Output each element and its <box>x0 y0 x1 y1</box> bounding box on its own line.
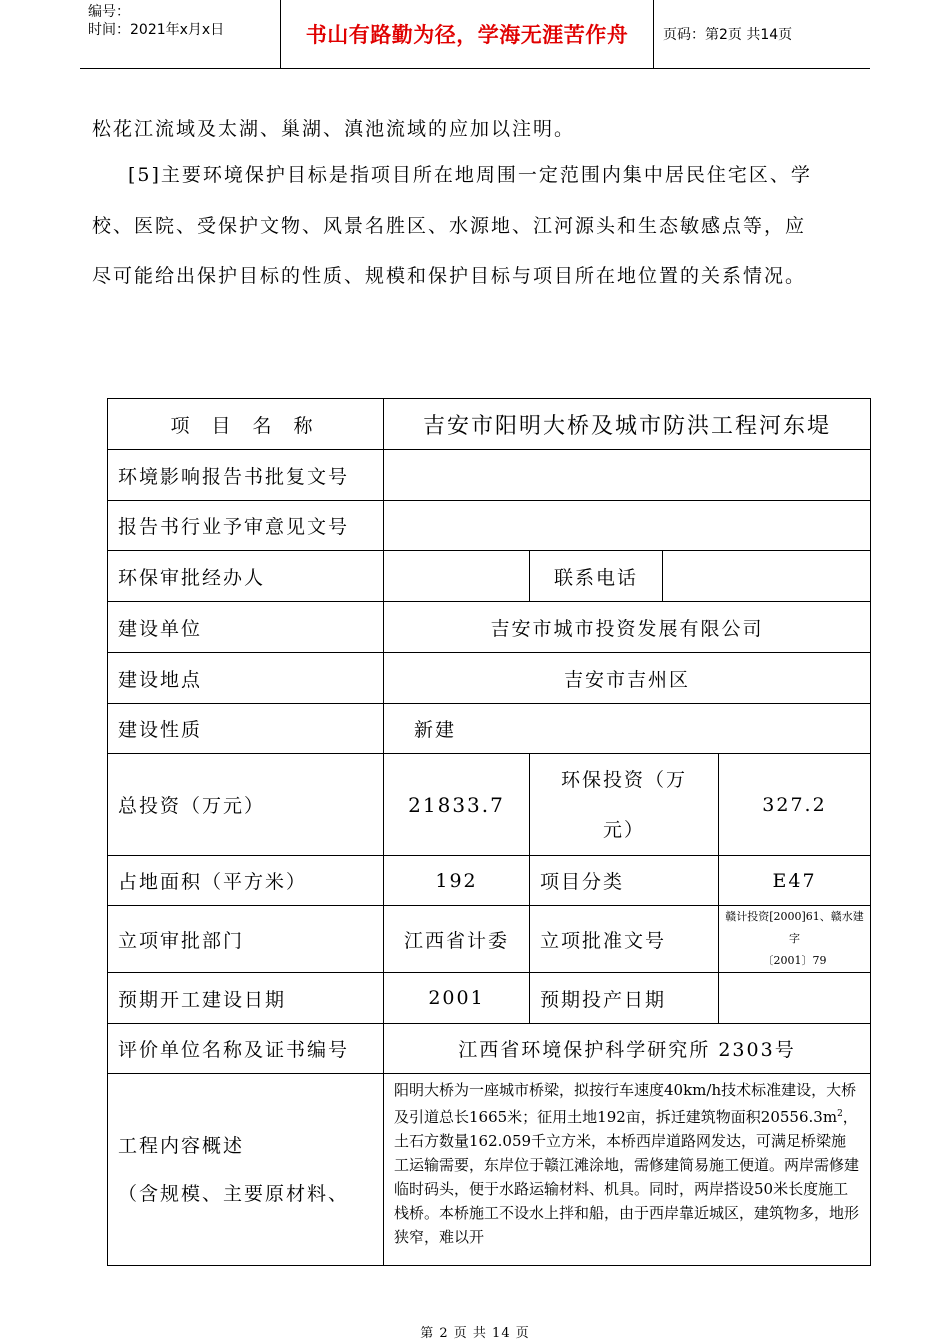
header-motto-cell <box>280 0 654 68</box>
header-meta <box>80 0 280 68</box>
production-date-value <box>719 973 871 1024</box>
header-page-info: 页码：第2页 共14页 <box>663 27 793 43</box>
summary-text-part-2: ，土石方数量162.059千立方米，本桥西岸道路网发达，可满足桥梁施工运输需要，东岸位于赣江滩涂地，需修建简易施工便道。两岸需修建临时码头，便于水路运输材料、机具。同时，两岸搭设50米长度施工栈桥。本桥施工不设水上拌和船，由于西岸靠近城区，建筑物多，地形狭窄，难以开 <box>394 1108 860 1246</box>
header-motto: 书山有路勤为径，学海无涯苦作舟 <box>305 23 629 47</box>
prereview-label: 报告书行业予审意见文号 <box>108 501 384 551</box>
project-name-value: 吉安市阳明大桥及城市防洪工程河东堤 <box>384 399 871 450</box>
builder-value: 吉安市城市投资发展有限公司 <box>384 602 871 653</box>
paragraph-line-4: 尽可能给出保护目标的性质、规模和保护目标与项目所在地位置的关系情况。 <box>92 265 807 287</box>
summary-label-line-2: （含规模、主要原材料、 <box>118 1182 350 1205</box>
handler-label: 环保审批经办人 <box>108 551 384 602</box>
category-label: 项目分类 <box>530 856 719 906</box>
approval-dept-value: 江西省计委 <box>384 906 530 973</box>
table-row-handler <box>108 551 871 602</box>
table-row-evaluator <box>108 1024 871 1074</box>
summary-label <box>108 1074 384 1266</box>
category-value: E47 <box>719 856 871 906</box>
project-info-table <box>107 398 871 1266</box>
approval-no-value-line-1: 赣计投资[2000]61、赣水建字 <box>725 910 864 945</box>
area-value: 192 <box>384 856 530 906</box>
nature-value: 新建 <box>384 704 871 754</box>
summary-text-part-1: 阳明大桥为一座城市桥梁，拟按行车速度40km/h技术标准建设，大桥及引道总长1665米；征用土地192亩，拆迁建筑物面积20556.3m <box>394 1081 857 1126</box>
table-row-eia-reply <box>108 450 871 501</box>
summary-text <box>384 1074 871 1266</box>
table-row-nature <box>108 704 871 754</box>
eia-reply-label: 环境影响报告书批复文号 <box>108 450 384 501</box>
summary-label-line-1: 工程内容概述 <box>118 1134 245 1157</box>
env-investment-label-line-1: 环保投资（万 <box>560 768 687 791</box>
phone-label: 联系电话 <box>530 551 663 602</box>
evaluator-label: 评价单位名称及证书编号 <box>108 1024 384 1074</box>
env-investment-label <box>530 754 719 856</box>
summary-superscript: 2 <box>837 1109 843 1119</box>
location-label: 建设地点 <box>108 653 384 704</box>
production-date-label: 预期投产日期 <box>530 973 719 1024</box>
table-row-summary <box>108 1074 871 1266</box>
env-investment-label-line-2: 元） <box>602 818 645 841</box>
page-header <box>80 0 870 69</box>
table-row-prereview <box>108 501 871 551</box>
approval-no-value-line-2: 〔2001〕79 <box>762 954 827 967</box>
paragraph-line-3: 校、医院、受保护文物、风景名胜区、水源地、江河源头和生态敏感点等，应 <box>92 215 807 237</box>
approval-dept-label: 立项审批部门 <box>108 906 384 973</box>
document-number-label: 编号： <box>88 4 130 20</box>
area-label: 占地面积（平方米） <box>108 856 384 906</box>
paragraph-line-2: [5]主要环境保护目标是指项目所在地周围一定范围内集中居民住宅区、学 <box>128 164 812 186</box>
approval-no-value <box>719 906 871 973</box>
table-row-builder <box>108 602 871 653</box>
eia-reply-value <box>384 450 871 501</box>
phone-value <box>663 551 871 602</box>
start-date-label: 预期开工建设日期 <box>108 973 384 1024</box>
table-row-project-name <box>108 399 871 450</box>
table-row-area <box>108 856 871 906</box>
prereview-value <box>384 501 871 551</box>
document-time-label: 时间：2021年x月x日 <box>88 22 225 38</box>
project-name-label: 项 目 名 称 <box>108 399 384 450</box>
page-footer: 第 2 页 共 14 页 <box>420 1326 530 1341</box>
paragraph-line-1: 松花江流域及太湖、巢湖、滇池流域的应加以注明。 <box>92 118 576 140</box>
start-date-value: 2001 <box>384 973 530 1024</box>
location-value: 吉安市吉州区 <box>384 653 871 704</box>
table-row-investment <box>108 754 871 856</box>
approval-no-label: 立项批准文号 <box>530 906 719 973</box>
table-row-approval <box>108 906 871 973</box>
builder-label: 建设单位 <box>108 602 384 653</box>
table-row-location <box>108 653 871 704</box>
evaluator-value: 江西省环境保护科学研究所 2303号 <box>384 1024 871 1074</box>
table-row-dates <box>108 973 871 1024</box>
investment-label: 总投资（万元） <box>108 754 384 856</box>
nature-label: 建设性质 <box>108 704 384 754</box>
investment-value: 21833.7 <box>384 754 530 856</box>
handler-value <box>384 551 530 602</box>
env-investment-value: 327.2 <box>719 754 871 856</box>
